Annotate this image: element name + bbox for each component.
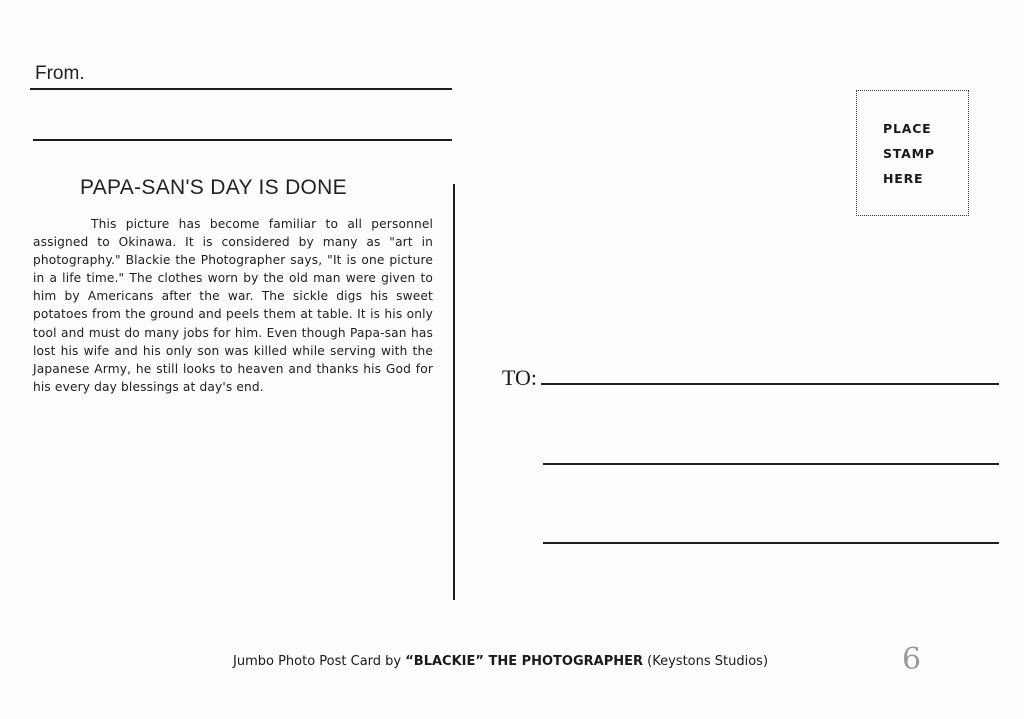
to-label: TO: <box>502 365 538 390</box>
address-line-3 <box>543 542 999 544</box>
center-divider <box>453 184 455 600</box>
from-line-2 <box>33 139 452 141</box>
card-number: 6 <box>902 642 922 677</box>
stamp-text-stamp: STAMP <box>883 146 935 161</box>
footer-prefix: Jumbo Photo Post Card by <box>233 654 406 669</box>
address-line-2 <box>543 463 999 465</box>
from-label: From. <box>35 63 85 84</box>
footer-brand: “BLACKIE” THE PHOTOGRAPHER <box>405 654 644 669</box>
footer-credit <box>233 654 768 669</box>
stamp-text-here: HERE <box>883 171 924 186</box>
message-title: PAPA-SAN'S DAY IS DONE <box>80 176 347 199</box>
stamp-text-place: PLACE <box>883 121 932 136</box>
from-line-1 <box>30 88 452 90</box>
message-body: This picture has become familiar to all personnel assigned to Okinawa. It is considered by many as "art in photography." Blackie the Photographer says, "It is one picture in a life time." The clothes worn by the old man were given to him by Americans after the war. The sickle digs his sweet potatoes from the ground and peels them at table. It is his only tool and must do many jobs for him. Even though Papa-san has lost his wife and his only son was killed while serving with the Japanese Army, he still looks to heaven and thanks his God for his every day blessings at day's end. <box>33 217 433 394</box>
footer-studio: (Keystons Studios) <box>643 654 769 669</box>
address-line-1 <box>541 383 999 385</box>
stamp-box <box>856 90 969 216</box>
